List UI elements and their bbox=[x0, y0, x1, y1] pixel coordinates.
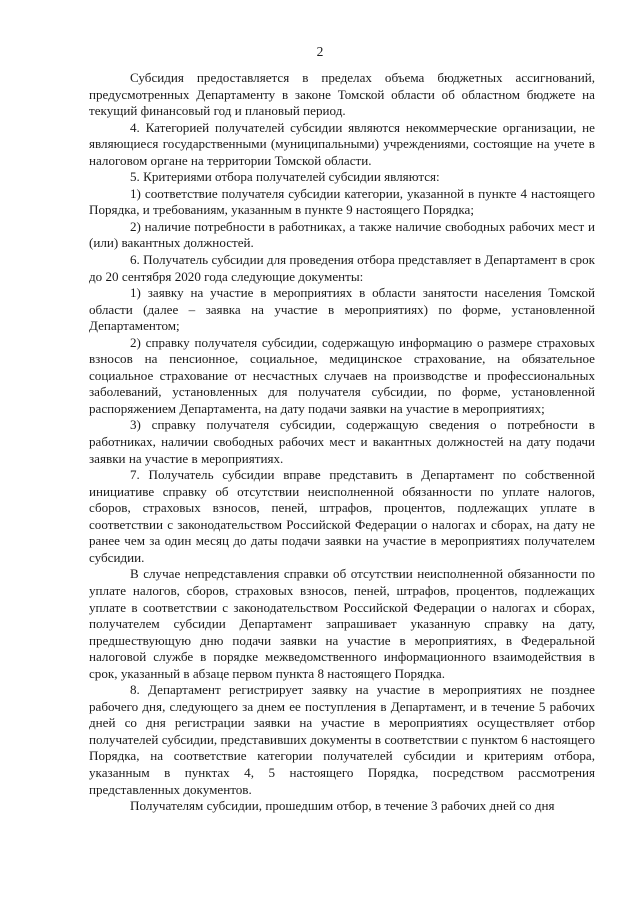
page-number: 2 bbox=[316, 44, 324, 59]
paragraph-item-6: 6. Получатель субсидии для проведения отбора представляет в Департамент в срок до 20 сентября 2020 года следующие документы: bbox=[89, 252, 595, 284]
paragraph-item-5-1: 1) соответствие получателя субсидии категории, указанной в пункте 4 настоящего Порядка, и требованиям, указанным в пункте 9 настоящего Порядка; bbox=[89, 185, 595, 218]
paragraph-item-6-3: 3) справку получателя субсидии, содержащую сведения о потребности в работниках, наличии свободных рабочих мест и вакантных должностей на дату подачи заявки на участие в мероприятиях. bbox=[89, 417, 595, 466]
paragraph-subsidy-limits: Субсидия предоставляется в пределах объема бюджетных ассигнований, предусмотренных Департаменту в законе Томской области об областном бюджете на текущий финансовый год и плановый период. bbox=[89, 70, 595, 119]
paragraph-item-5-2: 2) наличие потребности в работниках, а также наличие свободных рабочих мест и (или) вакантных должностей. bbox=[89, 218, 595, 251]
paragraph-item-5: 5. Критериями отбора получателей субсидии являются: bbox=[130, 169, 440, 185]
paragraph-item-4: 4. Категорией получателей субсидии являются некоммерческие организации, не являющиеся государственными (муниципальными) учреждениями, состоящие на учете в налоговом органе на территории Томской области. bbox=[89, 119, 595, 168]
document-body bbox=[89, 70, 595, 815]
paragraph-item-6-1: 1) заявку на участие в мероприятиях в области занятости населения Томской области (далее – заявка на участие в мероприятиях) по форме, установленной Департаментом; bbox=[89, 285, 595, 334]
paragraph-item-7: 7. Получатель субсидии вправе представить в Департамент по собственной инициативе справку об отсутствии неисполненной обязанности по уплате налогов, сборов, страховых взносов, пеней, штрафов, процентов, подлежащих уплате в соответствии с законодательством Российской Федерации о налогах и сборах, на дату не ранее чем за один месяц до даты подачи заявки на участие в мероприятиях получателем субсидии. bbox=[89, 467, 595, 565]
paragraph-item-7-continued: В случае непредставления справки об отсутствии неисполненной обязанности по уплате налогов, сборов, страховых взносов, пеней, штрафов, процентов, подлежащих уплате в соответствии с законодательством Российской Федерации о налогах и сборах, получателем субсидии Департамент запрашивает указанную справку на дату, предшествующую дню подачи заявки на участие в мероприятиях, в Федеральной налоговой службе в порядке межведомственного информационного взаимодействия в срок, указанный в абзаце первом пункта 8 настоящего Порядка. bbox=[89, 566, 595, 681]
paragraph-selected-recipients: Получателям субсидии, прошедшим отбор, в течение 3 рабочих дней со дня bbox=[130, 798, 555, 814]
paragraph-item-6-2: 2) справку получателя субсидии, содержащую информацию о размере страховых взносов на пенсионное, социальное, медицинское страхование, на обязательное социальное страхование от несчастных случаев на производстве и профессиональных заболеваний, установленных для получателя субсидии, по форме, установленной распоряжением Департамента, на дату подачи заявки на участие в мероприятиях; bbox=[89, 334, 595, 416]
paragraph-item-8: 8. Департамент регистрирует заявку на участие в мероприятиях не позднее рабочего дня, следующего за днем ее поступления в Департамент, и в течение 5 рабочих дней со дня регистрации заявки на участие в мероприятиях осуществляет отбор получателей субсидии, представивших документы в соответствии с пунктом 6 настоящего Порядка, на соответствие категории получателей субсидии и критериям отбора, указанным в пунктах 4, 5 настоящего Порядка, посредством рассмотрения представленных документов. bbox=[89, 682, 595, 797]
